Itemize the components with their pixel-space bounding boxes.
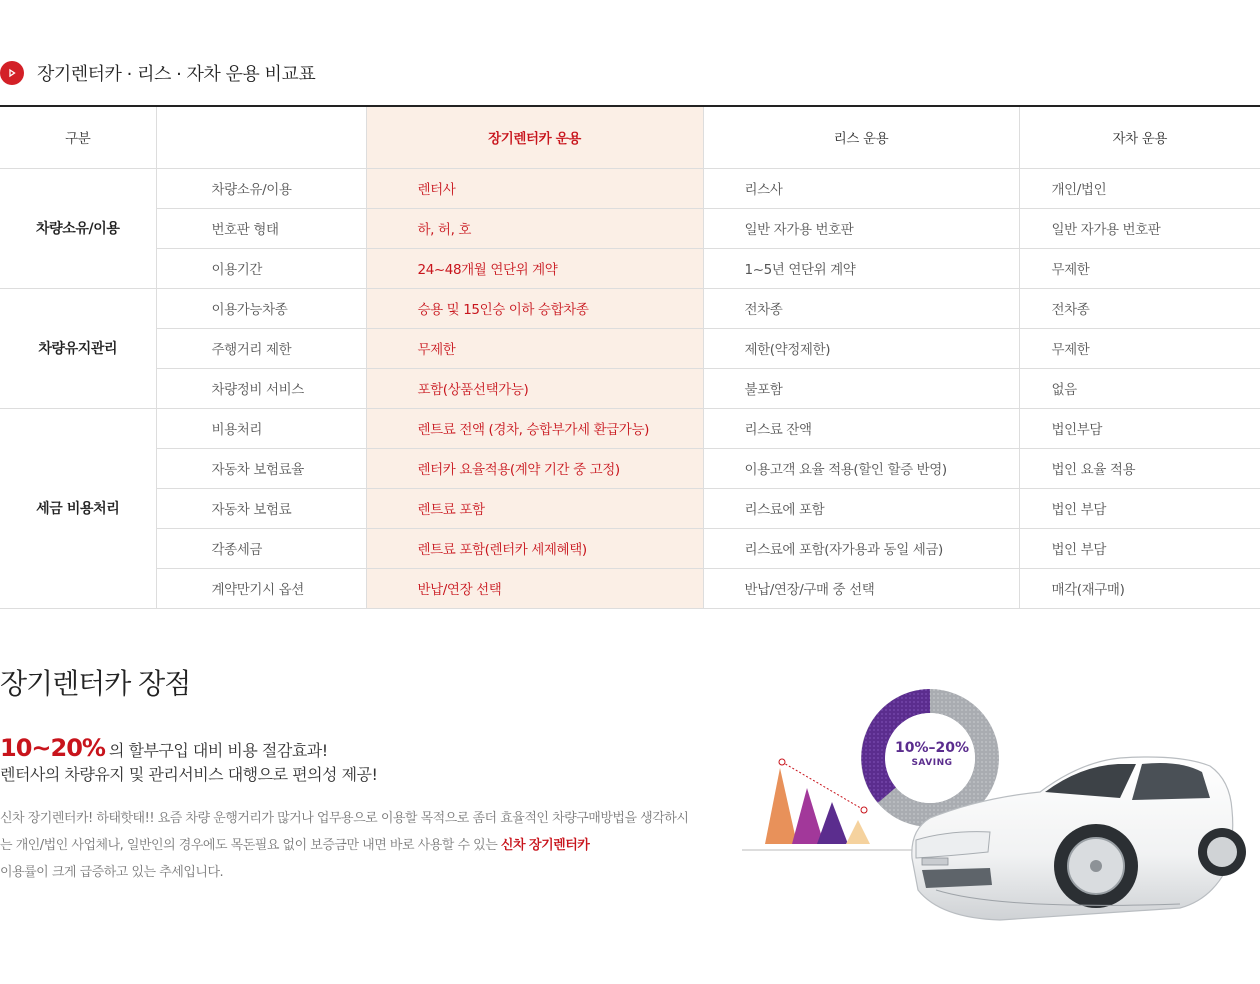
header-own: 자차 운용 xyxy=(1019,106,1260,168)
own-cell: 법인부담 xyxy=(1019,408,1260,448)
rent-cell: 24~48개월 연단위 계약 xyxy=(366,248,703,288)
table-row xyxy=(0,248,1260,288)
play-icon xyxy=(0,61,24,85)
own-cell: 법인 요율 적용 xyxy=(1019,448,1260,488)
table-row xyxy=(0,368,1260,408)
item-cell: 각종세금 xyxy=(156,528,366,568)
item-cell: 자동차 보험료율 xyxy=(156,448,366,488)
advantages-highlight xyxy=(0,734,328,762)
lease-cell: 리스료에 포함(자가용과 동일 세금) xyxy=(703,528,1019,568)
badge-label: SAVING xyxy=(911,758,953,768)
item-cell: 번호판 형태 xyxy=(156,208,366,248)
table-row xyxy=(0,488,1260,528)
trend-point-end xyxy=(861,807,867,813)
advantages-description xyxy=(0,805,690,886)
desc-text-end: 이용률이 크게 급증하고 있는 추세입니다. xyxy=(0,865,224,880)
highlight-percent: 10~20% xyxy=(0,734,105,762)
category-cell: 차량소유/이용 xyxy=(0,168,156,288)
item-cell: 이용가능차종 xyxy=(156,288,366,328)
desc-text: 신차 장기렌터카! 하태핫태!! 요즘 차량 운행거리가 많거나 업무용으로 이용할 목적으로 좀더 효율적인 차량구매방법을 생각하시는 개인/법인 사업체나, 일반인의 경우에도 목돈필요 없이 보증금만 내면 바로 사용할 수 있는 xyxy=(0,811,689,853)
highlight-text: 의 할부구입 대비 비용 절감효과! xyxy=(108,741,328,760)
comparison-table xyxy=(0,105,1260,609)
own-cell: 매각(재구매) xyxy=(1019,568,1260,608)
bar-triangle-3 xyxy=(817,802,848,844)
lease-cell: 리스료에 포함 xyxy=(703,488,1019,528)
table-row xyxy=(0,568,1260,608)
advantages-title: 장기렌터카 장점 xyxy=(0,667,191,700)
lease-cell: 전차종 xyxy=(703,288,1019,328)
item-cell: 비용처리 xyxy=(156,408,366,448)
category-cell: 세금 비용처리 xyxy=(0,408,156,608)
bar-triangle-1 xyxy=(765,768,797,844)
savings-illustration xyxy=(740,680,1260,940)
own-cell: 개인/법인 xyxy=(1019,168,1260,208)
lease-cell: 이용고객 요율 적용(할인 할증 반영) xyxy=(703,448,1019,488)
table-row xyxy=(0,168,1260,208)
rent-cell: 렌트료 포함(렌터카 세제혜택) xyxy=(366,528,703,568)
savings-badge xyxy=(862,740,1002,768)
lease-cell: 반납/연장/구매 중 선택 xyxy=(703,568,1019,608)
table-row xyxy=(0,408,1260,448)
own-cell: 무제한 xyxy=(1019,248,1260,288)
lease-cell: 1~5년 연단위 계약 xyxy=(703,248,1019,288)
item-cell: 주행거리 제한 xyxy=(156,328,366,368)
lease-cell: 제한(약정제한) xyxy=(703,328,1019,368)
lease-cell: 리스사 xyxy=(703,168,1019,208)
rent-cell: 렌터카 요율적용(계약 기간 중 고정) xyxy=(366,448,703,488)
item-cell: 이용기간 xyxy=(156,248,366,288)
own-cell: 법인 부담 xyxy=(1019,488,1260,528)
item-cell: 계약만기시 옵션 xyxy=(156,568,366,608)
lease-cell: 리스료 잔액 xyxy=(703,408,1019,448)
trend-point-start xyxy=(779,759,785,765)
advantages-line2: 렌터사의 차량유지 및 관리서비스 대행으로 편의성 제공! xyxy=(0,765,378,784)
bar-triangle-4 xyxy=(846,820,870,844)
own-cell: 무제한 xyxy=(1019,328,1260,368)
rent-cell: 렌트료 전액 (경차, 승합부가세 환급가능) xyxy=(366,408,703,448)
rent-cell: 승용 및 15인승 이하 승합차종 xyxy=(366,288,703,328)
rent-cell: 반납/연장 선택 xyxy=(366,568,703,608)
category-cell: 차량유지관리 xyxy=(0,288,156,408)
item-cell: 자동차 보험료 xyxy=(156,488,366,528)
section-heading: 장기렌터카 · 리스 · 자차 운용 비교표 xyxy=(37,64,316,85)
table-row xyxy=(0,328,1260,368)
rent-cell: 렌터사 xyxy=(366,168,703,208)
illustration-graphic xyxy=(740,680,1260,940)
trend-line xyxy=(782,762,864,810)
header-lease: 리스 운용 xyxy=(703,106,1019,168)
rent-cell: 렌트료 포함 xyxy=(366,488,703,528)
lease-cell: 일반 자가용 번호판 xyxy=(703,208,1019,248)
own-cell: 일반 자가용 번호판 xyxy=(1019,208,1260,248)
desc-emphasis: 신차 장기렌터카 xyxy=(500,838,590,853)
table-row xyxy=(0,208,1260,248)
own-cell: 전차종 xyxy=(1019,288,1260,328)
table-header-row xyxy=(0,106,1260,168)
item-cell: 차량소유/이용 xyxy=(156,168,366,208)
table-row xyxy=(0,288,1260,328)
bar-triangle-2 xyxy=(792,788,824,844)
rent-cell: 무제한 xyxy=(366,328,703,368)
table-row xyxy=(0,448,1260,488)
rent-cell: 하, 허, 호 xyxy=(366,208,703,248)
header-item xyxy=(156,106,366,168)
section-title xyxy=(0,60,315,86)
own-cell: 법인 부담 xyxy=(1019,528,1260,568)
badge-percent: 10%–20% xyxy=(894,740,970,756)
header-category: 구분 xyxy=(0,106,156,168)
item-cell: 차량정비 서비스 xyxy=(156,368,366,408)
header-rent: 장기렌터카 운용 xyxy=(366,106,703,168)
own-cell: 없음 xyxy=(1019,368,1260,408)
table-row xyxy=(0,528,1260,568)
rent-cell: 포함(상품선택가능) xyxy=(366,368,703,408)
lease-cell: 불포함 xyxy=(703,368,1019,408)
